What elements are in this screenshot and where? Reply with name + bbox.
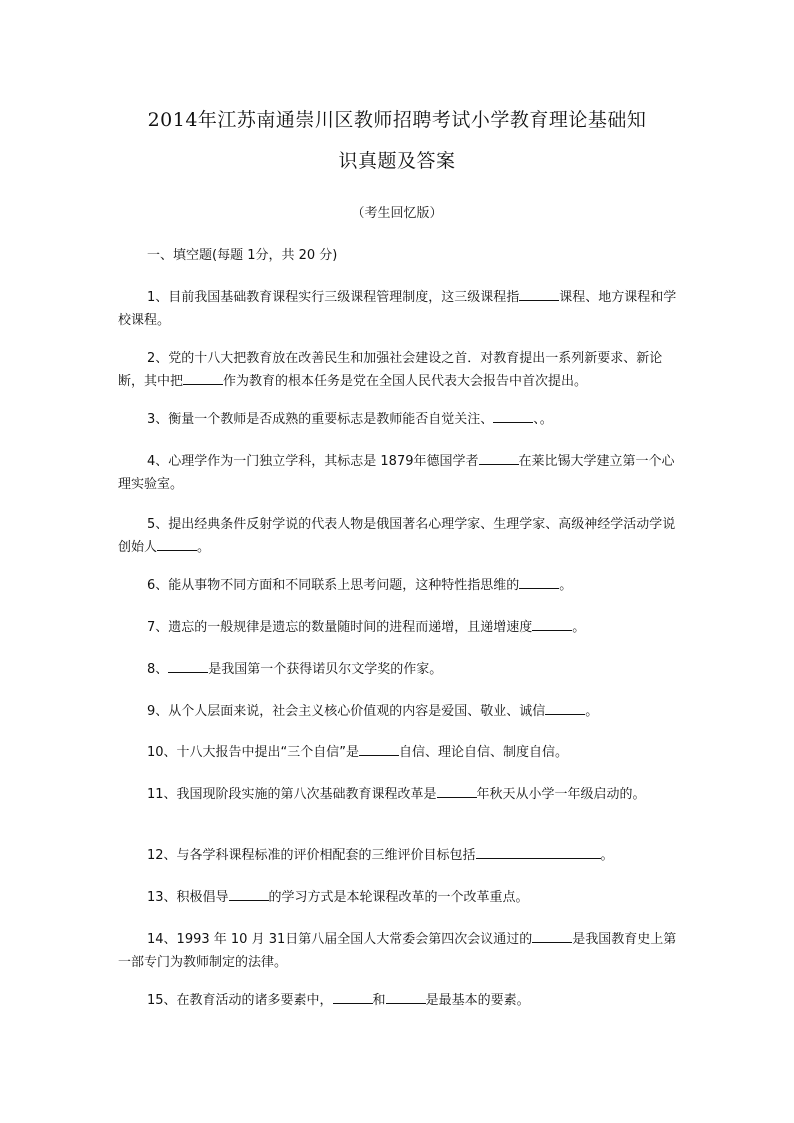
answer-blank (168, 659, 208, 673)
question-text: 9、从个人层面来说，社会主义核心价值观的内容是爱国、敬业、诚信 (147, 704, 546, 719)
question-6 (118, 574, 678, 597)
question-3 (118, 408, 678, 431)
answer-blank (493, 409, 533, 423)
question-text: 和 (372, 993, 386, 1008)
question-8 (118, 658, 678, 681)
question-5 (118, 513, 678, 559)
question-13 (118, 886, 678, 909)
document-subtitle: （考生回忆版） (351, 206, 443, 221)
answer-blank (476, 845, 601, 859)
question-text: 。 (197, 540, 211, 555)
answer-blank (359, 742, 399, 756)
answer-blank (532, 929, 572, 943)
question-10 (118, 741, 678, 764)
question-text: 年秋天从小学一年级启动的。 (476, 787, 646, 802)
question-4 (118, 450, 678, 496)
answer-blank (532, 617, 572, 631)
question-text: 13、积极倡导 (147, 890, 229, 905)
question-12 (118, 844, 678, 867)
question-text: 12、与各学科课程标准的评价相配套的三维评价目标包括 (147, 848, 476, 863)
answer-blank (229, 887, 269, 901)
question-2 (118, 347, 678, 393)
answer-blank (183, 371, 223, 385)
question-text: 、。 (533, 412, 553, 427)
question-text: 5、提出经典条件反射学说的代表人物是俄国著名心理学家、生理学家、高级神经学活动学说创始人 (118, 517, 676, 555)
answer-blank (437, 784, 477, 798)
question-text: 在莱比锡大学建立第一个心理实验室。 (118, 454, 675, 492)
question-text: 4、心理学作为一门独立学科，其标志是 1879年德国学者 (147, 454, 479, 469)
answer-blank (333, 990, 373, 1004)
question-text: 7、遗忘的一般规律是遗忘的数量随时间的进程而递增，且递增速度 (147, 620, 533, 635)
document-title-line-2: 识真题及答案 (338, 150, 456, 172)
answer-blank (519, 287, 559, 301)
answer-blank (157, 537, 197, 551)
question-11 (118, 783, 678, 806)
question-text: 15、在教育活动的诸多要素中， (147, 993, 333, 1008)
answer-blank (519, 575, 559, 589)
answer-blank (479, 451, 519, 465)
question-text: 1、目前我国基础教育课程实行三级课程管理制度，这三级课程指 (147, 290, 520, 305)
answer-blank (545, 701, 585, 715)
question-text: 6、能从事物不同方面和不同联系上思考问题，这种特性指思维的 (147, 578, 520, 593)
question-text: 3、衡量一个教师是否成熟的重要标志是教师能否自觉关注、 (147, 412, 494, 427)
question-text: 。 (600, 848, 614, 863)
question-15 (118, 989, 678, 1012)
question-text: 是最基本的要素。 (425, 993, 530, 1008)
question-text: 作为教育的根本任务是党在全国人民代表大会报告中首次提出。 (223, 374, 588, 389)
question-text: 。 (559, 578, 573, 593)
question-text: 10、十八大报告中提出“三个自信”是 (147, 745, 360, 760)
question-text: 2、党的十八大把教育放在改善民生和加强社会建设之首．对教育提出一系列新要求、新论断，其中把 (118, 351, 663, 389)
question-text: 。 (572, 620, 586, 635)
question-text: 是我国第一个获得诺贝尔文学奖的作家。 (208, 662, 443, 677)
question-text: 的学习方式是本轮课程改革的一个改革重点。 (268, 890, 529, 905)
question-1 (118, 286, 678, 332)
question-text: 14、1993 年 10 月 31日第八届全国人大常委会第四次会议通过的 (147, 932, 533, 947)
question-text: 课程、地方课程和学校课程。 (118, 290, 677, 328)
question-9 (118, 700, 678, 723)
document-title-line-1: 2014年江苏南通崇川区教师招聘考试小学教育理论基础知 (147, 109, 647, 131)
question-text: 8、 (147, 662, 169, 677)
question-7 (118, 616, 678, 639)
question-text: 。 (585, 704, 599, 719)
question-text: 11、我国现阶段实施的第八次基础教育课程改革是 (147, 787, 437, 802)
section-heading: 一、填空题(每题 1分，共 20 分) (147, 248, 338, 263)
question-14 (118, 928, 678, 974)
question-text: 是我国教育史上第一部专门为教师制定的法律。 (118, 932, 677, 970)
answer-blank (386, 990, 426, 1004)
question-text: 自信、理论自信、制度自信。 (399, 745, 569, 760)
